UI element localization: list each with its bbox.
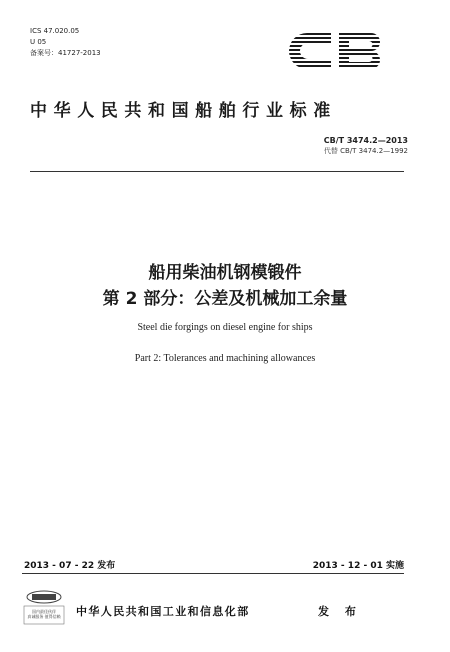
- ics-code: ICS 47.020.05: [30, 27, 80, 35]
- header-divider: [30, 171, 404, 172]
- record-number: 备案号：41727-2013: [30, 49, 101, 57]
- english-title-line1: Steel die forgings on diesel engine for ships: [137, 322, 313, 333]
- implement-date: 2013 - 12 - 01 实施: [312, 561, 404, 571]
- standard-code-block: [324, 135, 408, 157]
- classification-block: [30, 26, 101, 59]
- publish-date: 2013 - 07 - 22 发布: [24, 561, 116, 571]
- standard-code: CB/T 3474.2—2013: [323, 136, 408, 145]
- footer-divider: [22, 573, 404, 574]
- standard-type-title: 中华人民共和国船舶行业标准: [30, 101, 337, 121]
- stamp-line2: 真诚服务 值得信赖: [27, 614, 61, 619]
- stamp-text: [22, 609, 66, 619]
- logo-text: CB: [285, 25, 287, 26]
- distributor-stamp-icon: [22, 588, 66, 626]
- issue-label: 发 布: [318, 605, 362, 618]
- stamp-line1: 国内最佳伙伴: [32, 609, 56, 614]
- cb-logo: [285, 25, 389, 77]
- document-title-line2: 第 2 部分：公差及机械加工余量: [102, 289, 348, 309]
- issuing-authority: 中华人民共和国工业和信息化部: [76, 605, 250, 618]
- replaces-note: 代替 CB/T 3474.2—1992: [323, 147, 408, 155]
- english-title-line2: Part 2: Tolerances and machining allowances: [134, 353, 316, 364]
- ccs-code: U 05: [30, 38, 47, 46]
- document-title-line1: 船用柴油机钢模锻件: [148, 263, 302, 283]
